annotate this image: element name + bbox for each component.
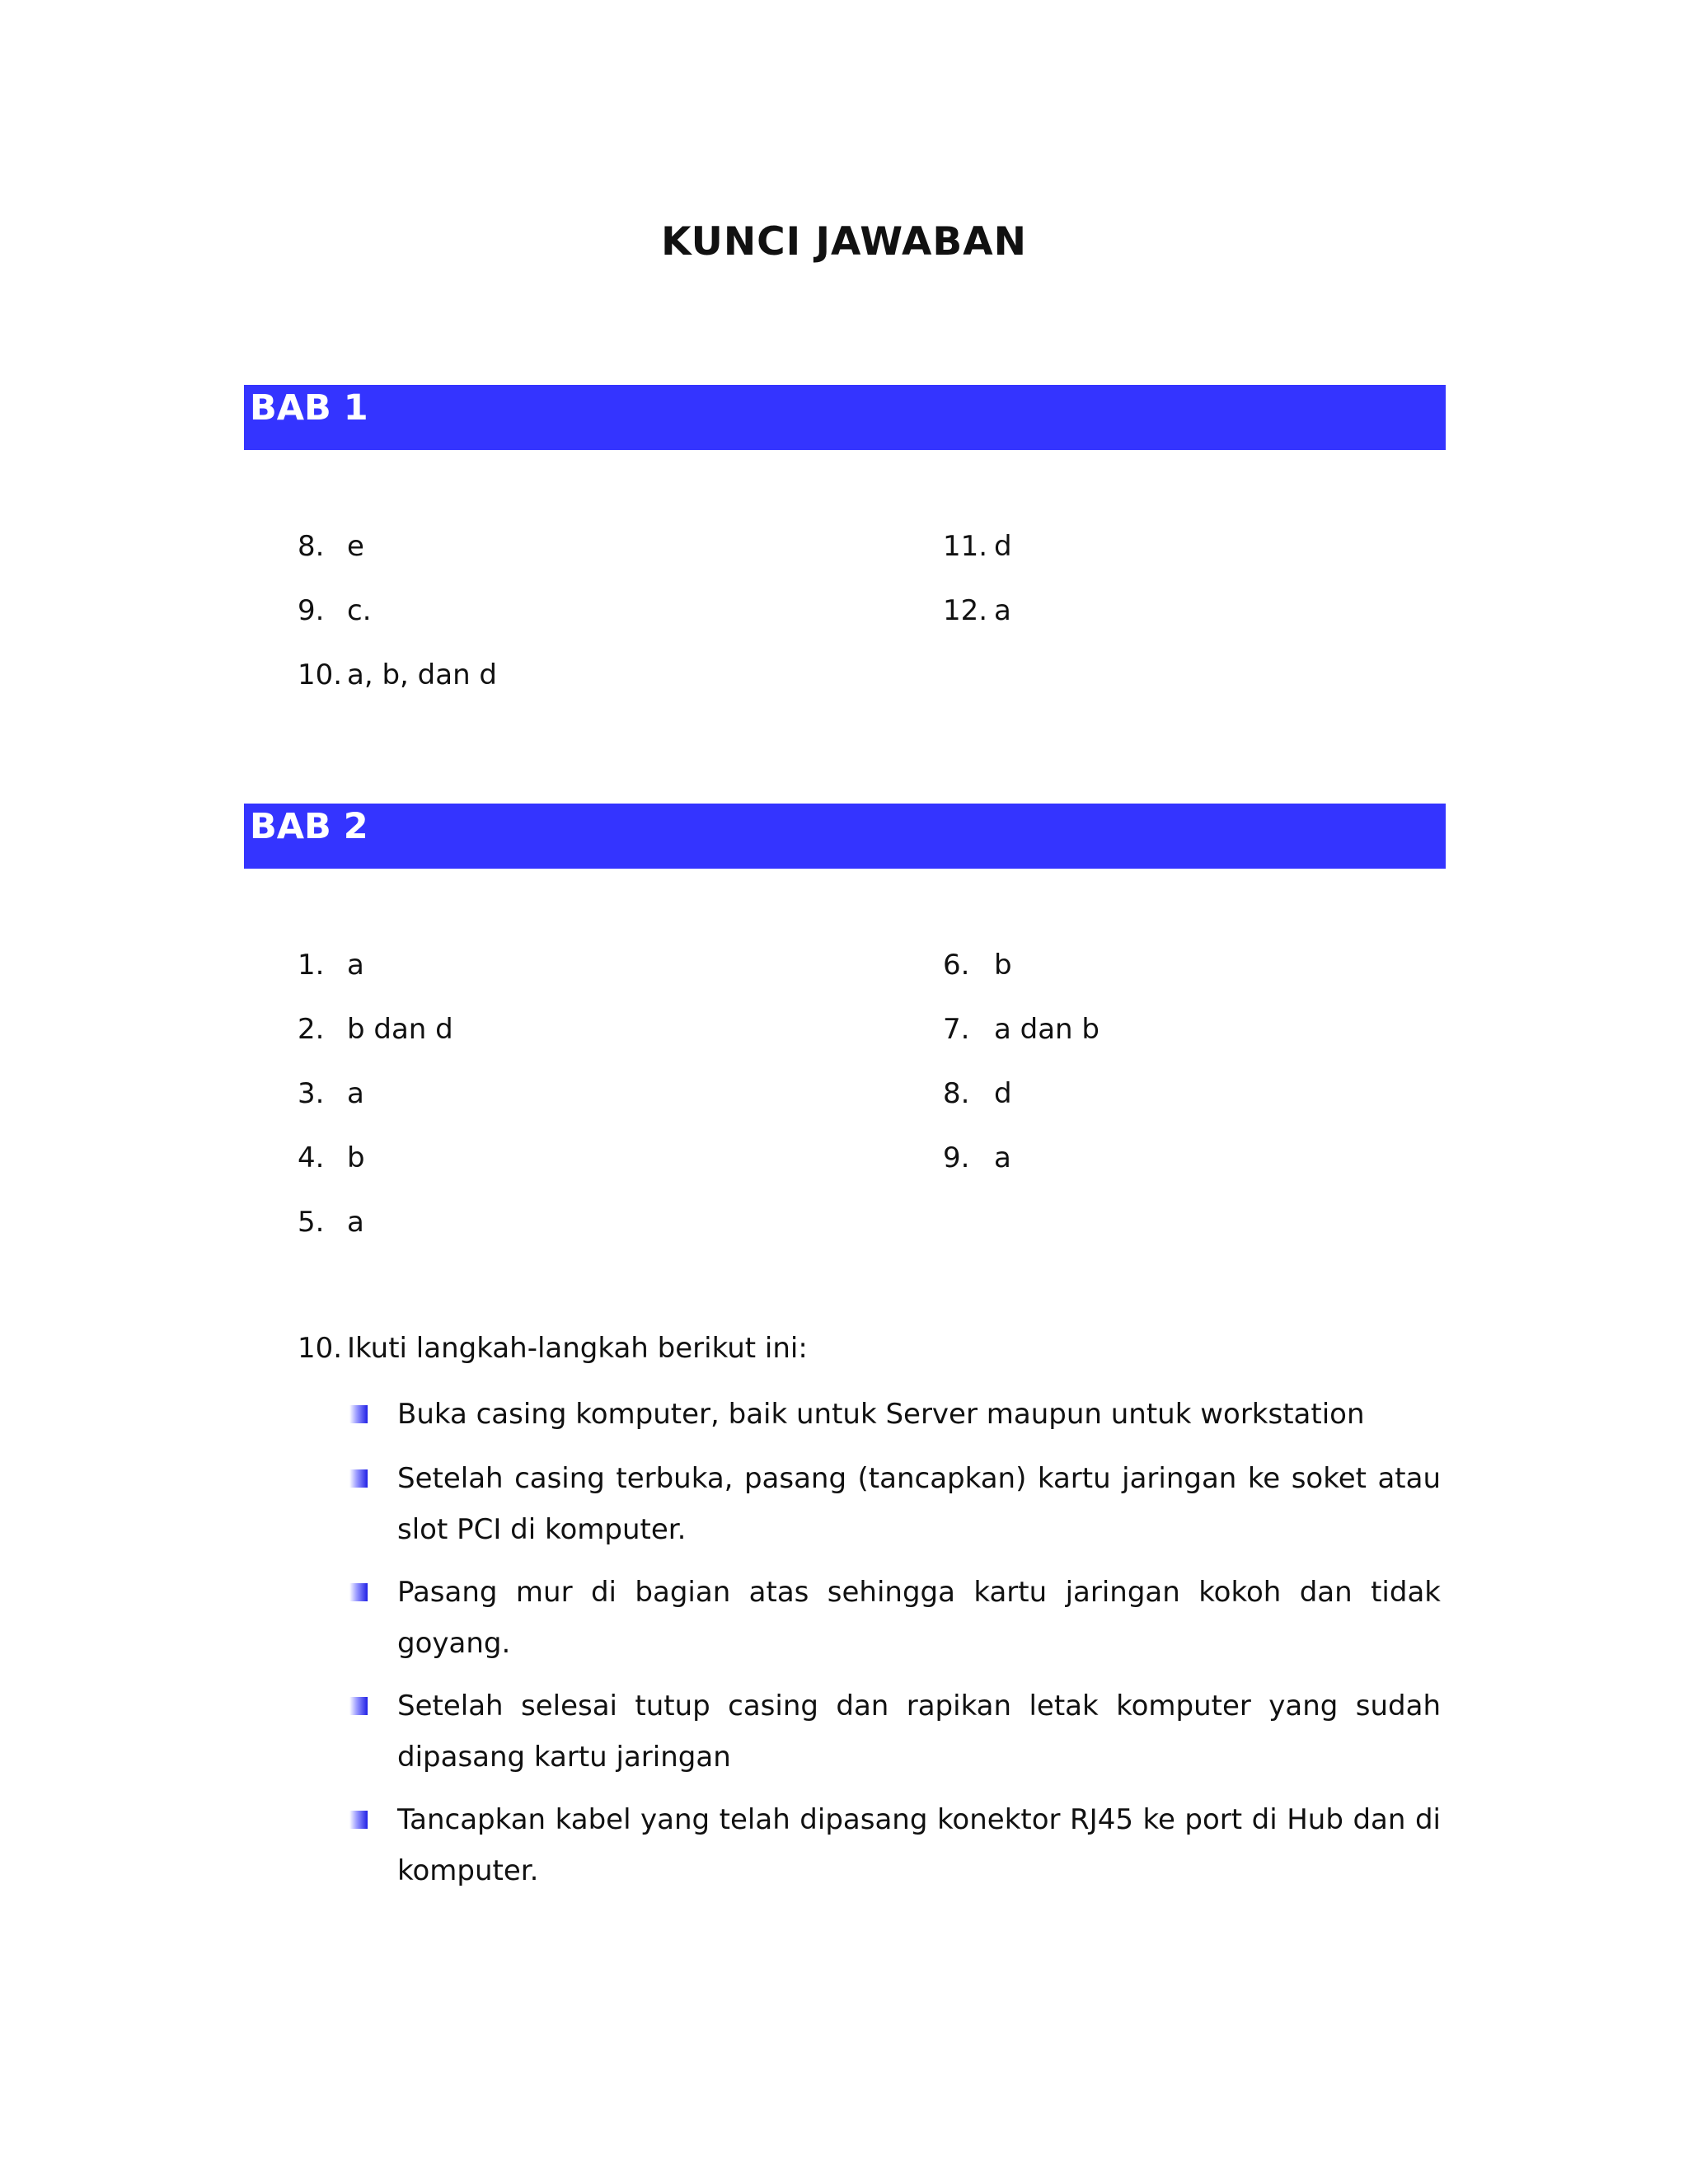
answer-number: 2. [298,1013,325,1046]
step-item: Pasang mur di bagian atas sehingga kartu jaringan kokoh dan tidak goyang. [397,1576,1441,1660]
answer-number: 3. [298,1077,325,1110]
answer-number: 9. [943,1141,970,1174]
answer-number: 1. [298,949,325,982]
answer-value: a [347,949,364,982]
answer-number: 10. [298,658,343,691]
answer-value: a, b, dan d [347,658,498,691]
answer-value: a [347,1206,364,1239]
answer-value: c. [347,594,372,627]
step-item: Setelah casing terbuka, pasang (tancapkan) kartu jaringan ke soket atau slot PCI di komputer. [397,1462,1441,1546]
answer-number: 8. [943,1077,970,1110]
section-label: BAB 1 [250,387,368,429]
section-header-bab-2 [244,804,1446,869]
steps-intro-text: Ikuti langkah-langkah berikut ini: [347,1332,808,1365]
square-bullet-icon [349,1583,368,1601]
answer-value: a dan b [994,1013,1100,1046]
section-label: BAB 2 [250,806,368,847]
square-bullet-icon [349,1697,368,1715]
answer-number: 12. [943,594,988,627]
answer-number: 10. [298,1332,343,1365]
answer-number: 9. [298,594,325,627]
answer-number: 4. [298,1141,325,1174]
page-title: KUNCI JAWABAN [661,219,1027,265]
answer-value: a [994,1141,1011,1174]
answer-number: 5. [298,1206,325,1239]
answer-value: b dan d [347,1013,453,1046]
answer-value: e [347,530,364,563]
step-item: Tancapkan kabel yang telah dipasang konektor RJ45 ke port di Hub dan di komputer. [397,1803,1441,1887]
square-bullet-icon [349,1469,368,1488]
section-header-bab-1 [244,385,1446,450]
step-item: Setelah selesai tutup casing dan rapikan letak komputer yang sudah dipasang kartu jaringan [397,1690,1441,1774]
square-bullet-icon [349,1405,368,1423]
answer-number: 8. [298,530,325,563]
answer-value: a [347,1077,364,1110]
answer-number: 11. [943,530,988,563]
answer-value: a [994,594,1011,627]
answer-value: d [994,1077,1012,1110]
answer-number: 6. [943,949,970,982]
answer-number: 7. [943,1013,970,1046]
answer-value: b [347,1141,365,1174]
answer-value: d [994,530,1012,563]
square-bullet-icon [349,1811,368,1829]
step-item: Buka casing komputer, baik untuk Server maupun untuk workstation [397,1398,1365,1431]
answer-value: b [994,949,1012,982]
